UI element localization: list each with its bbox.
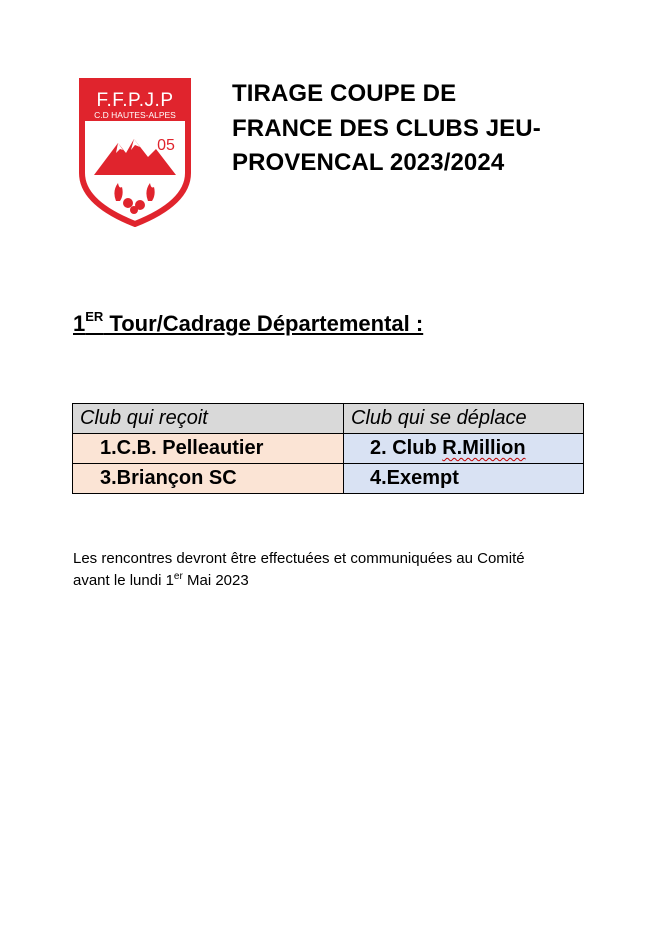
boule-icon	[123, 198, 133, 208]
deadline-note	[73, 548, 613, 592]
away-club-spellcheck-marked: R.Million	[442, 437, 526, 459]
table-header-home: Club qui reçoit	[73, 404, 344, 434]
logo-number: 05	[157, 137, 175, 154]
table-header-away: Club qui se déplace	[344, 404, 584, 434]
note-line-2-pre: avant le lundi 1	[73, 572, 174, 589]
note-line-1: Les rencontres devront être effectuées et communiquées au Comité	[73, 550, 525, 567]
title-line-2: FRANCE DES CLUBS JEU-	[232, 114, 541, 142]
page-title	[232, 77, 612, 181]
note-line-2	[73, 570, 613, 592]
ffpjp-logo	[78, 77, 192, 227]
note-line-2-post: Mai 2023	[182, 572, 249, 589]
table-row	[73, 464, 584, 494]
away-club-prefix: 2. Club	[370, 437, 443, 459]
heading-prefix: 1	[73, 311, 86, 336]
logo-initials: F.F.P.J.P	[96, 90, 174, 111]
home-club-cell: 1.C.B. Pelleautier	[73, 434, 344, 464]
section-heading	[73, 308, 424, 337]
away-club-cell	[344, 464, 584, 494]
draw-table	[72, 403, 584, 494]
away-club-prefix: 4.Exempt	[370, 467, 459, 489]
boule-icon	[130, 206, 138, 214]
note-line-2-sup: er	[173, 571, 183, 582]
title-line-3: PROVENCAL 2023/2024	[232, 149, 505, 176]
heading-superscript: ER	[85, 308, 104, 324]
title-line-1: TIRAGE COUPE DE	[232, 80, 457, 107]
heading-text: Tour/Cadrage Départemental :	[103, 311, 424, 336]
away-club-cell	[344, 434, 584, 464]
logo-committee: C.D HAUTES-ALPES	[94, 110, 176, 120]
table-header-row	[73, 404, 584, 434]
home-club-cell: 3.Briançon SC	[73, 464, 344, 494]
table-row	[73, 434, 584, 464]
